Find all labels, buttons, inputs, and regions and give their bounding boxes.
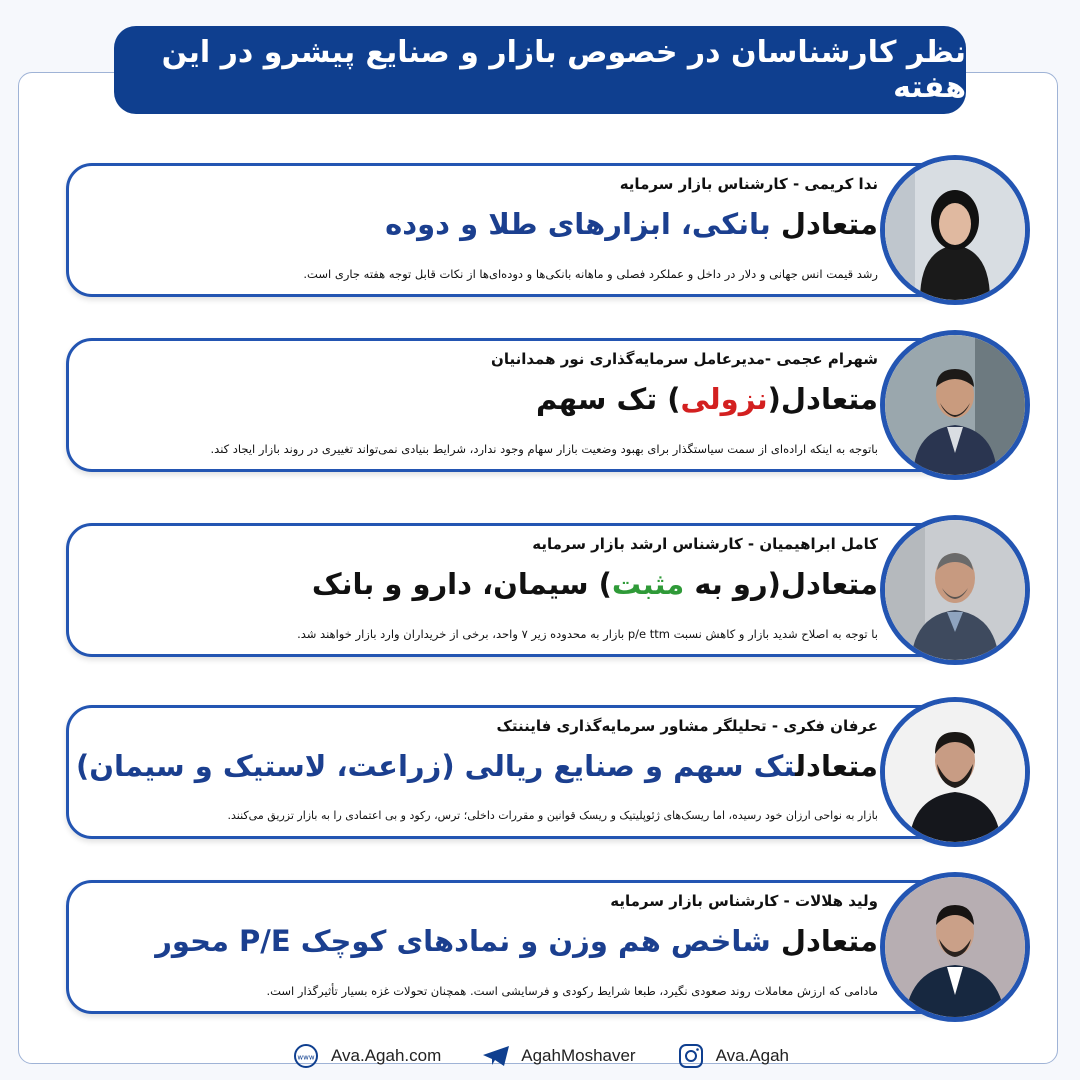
footer-website-link[interactable]: [291, 1044, 441, 1068]
headline-prefix: متعادل: [795, 749, 878, 783]
expert-photo-avatar: [880, 872, 1030, 1022]
expert-name: ندا کریمی - کارشناس بازار سرمایه: [619, 175, 878, 193]
headline-suffix: ) تک سهم: [536, 382, 681, 416]
expert-photo-avatar: [880, 697, 1030, 847]
footer-instagram-link[interactable]: [676, 1044, 789, 1068]
instagram-icon: [676, 1044, 706, 1068]
headline-main: تک سهم و صنایع ریالی (زراعت، لاستیک و سیمان): [75, 749, 796, 783]
expert-card-1: [66, 155, 1030, 305]
expert-name: کامل ابراهیمیان - کارشناس ارشد بازار سرمایه: [532, 535, 878, 553]
headline-trend: مثبت: [611, 567, 685, 601]
expert-description: بازار به نواحی ارزان خود رسیده، اما ریسک‌های ژئوپلیتیک و ریسک قوانین و مقررات داخلی؛ ترس، رکود و بی اعتمادی را به بازار تزریق می‌کنند.: [227, 809, 878, 822]
expert-photo-avatar: [880, 155, 1030, 305]
telegram-plane-icon: [481, 1044, 511, 1068]
footer-telegram-link[interactable]: [481, 1044, 635, 1068]
headline-main: بانکی، ابزارهای طلا و دوده: [385, 207, 781, 241]
headline-prefix: متعادل: [780, 207, 878, 241]
headline-prefix: متعادل(: [767, 382, 878, 416]
footer: [0, 1040, 1080, 1072]
expert-headline: [76, 749, 878, 783]
headline-prefix: متعادل: [780, 924, 878, 958]
expert-photo-avatar: [880, 330, 1030, 480]
footer-website-text: Ava.Agah.com: [330, 1046, 442, 1065]
headline-trend: نزولی: [680, 382, 768, 416]
footer-telegram-text: AgahMoshaver: [521, 1046, 636, 1065]
expert-card-3: [66, 515, 1030, 665]
expert-photo-avatar: [880, 515, 1030, 665]
expert-description: باتوجه به اینکه اراده‌ای از سمت سیاستگذار برای بهبود وضعیت بازار سهام وجود ندارد، شرایط بنیادی نمی‌تواند تغییری در روند بازار ایجاد کند.: [210, 442, 878, 456]
expert-card-4: [66, 697, 1030, 847]
expert-name: عرفان فکری - تحلیلگر مشاور سرمایه‌گذاری فایننتک: [496, 717, 878, 735]
expert-headline: [385, 207, 878, 241]
expert-card-2: [66, 330, 1030, 480]
page-title: نظر کارشناسان در خصوص بازار و صنایع پیشرو در این هفته: [114, 26, 966, 114]
expert-name: ولید هلالات - کارشناس بازار سرمایه: [610, 892, 878, 910]
expert-description: رشد قیمت انس جهانی و دلار در داخل و عملکرد فصلی و ماهانه بانکی‌ها و دوده‌ای‌ها از نکات قابل توجه هفته جاری است.: [303, 267, 878, 281]
headline-prefix: متعادل(رو به: [684, 567, 878, 601]
headline-main: شاخص هم وزن و نمادهای کوچک P/E محور: [155, 924, 781, 958]
footer-instagram-text: Ava.Agah: [715, 1046, 790, 1065]
expert-description: با توجه به اصلاح شدید بازار و کاهش نسبت p/e ttm بازار به محدوده زیر ۷ واحد، برخی از خریداران وارد بازار خواهند شد.: [297, 627, 878, 641]
www-globe-icon: [291, 1044, 321, 1068]
expert-headline: [536, 382, 878, 416]
expert-description: مادامی که ارزش معاملات روند صعودی نگیرد، طبعا شرایط رکودی و فرسایشی است. همچنان تحولات غزه بسیار تأثیرگذار است.: [266, 984, 878, 998]
expert-headline: [155, 924, 878, 958]
headline-suffix: ) سیمان، دارو و بانک: [311, 567, 612, 601]
svg-text:www: www: [297, 1053, 315, 1062]
expert-headline: [312, 567, 878, 601]
expert-card-5: [66, 872, 1030, 1022]
expert-name: شهرام عجمی -مدیرعامل سرمایه‌گذاری نور همدانیان: [491, 350, 878, 368]
